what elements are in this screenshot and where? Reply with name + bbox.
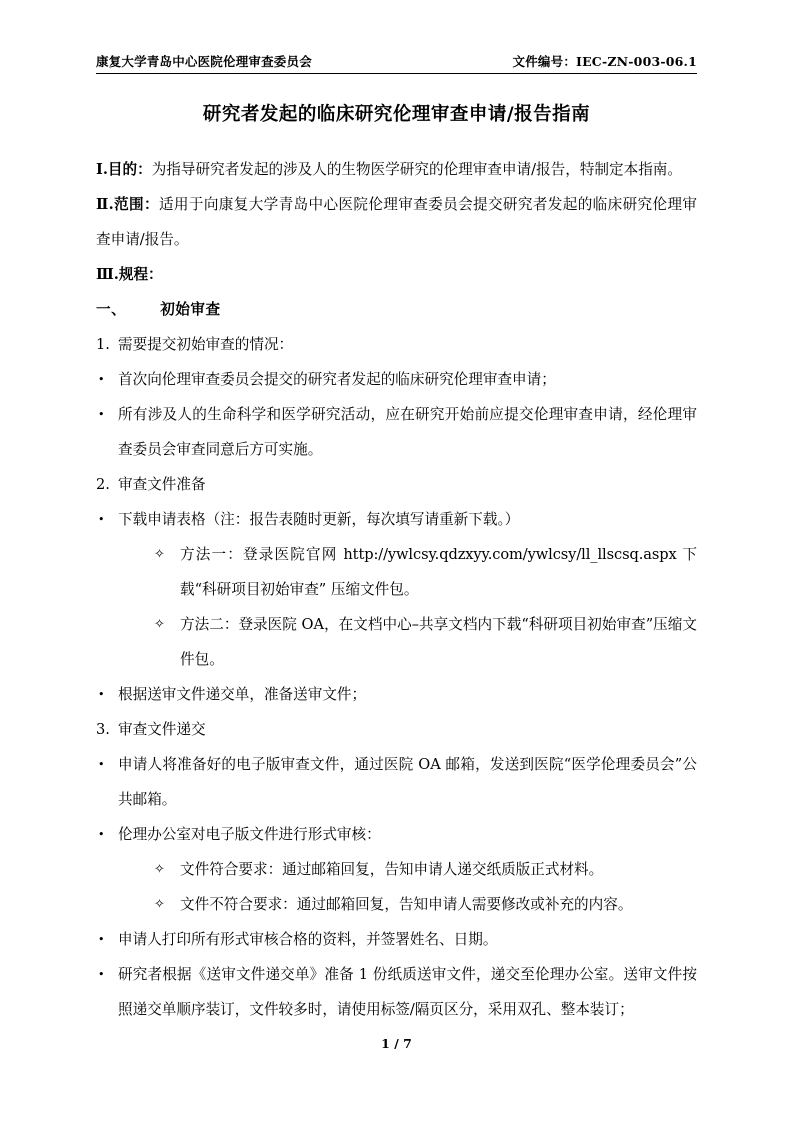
list-item <box>96 607 697 677</box>
list-text: 研究者根据《送审文件递交单》准备 1 份纸质送审文件，递交至伦理办公室。送审文件按照递交单顺序装订，文件较多时，请使用标签/隔页区分，采用双孔、整本装订； <box>118 966 697 1018</box>
list-item <box>96 677 697 712</box>
list-item <box>96 397 697 467</box>
section-scope-label: Ⅱ.范围： <box>96 196 159 213</box>
list-text: 审查文件递交 <box>118 721 206 738</box>
list-text: 申请人打印所有形式审核合格的资料，并签署姓名、日期。 <box>118 931 498 948</box>
list-item <box>96 502 697 537</box>
bullet-icon: • <box>98 688 105 701</box>
list-text: 伦理办公室对电子版文件进行形式审核： <box>118 826 381 843</box>
document-body <box>96 152 697 1027</box>
list-text: 下载申请表格（注：报告表随时更新，每次填写请重新下载。） <box>118 511 520 528</box>
list-text: 审查文件准备 <box>118 476 206 493</box>
bullet-icon: • <box>98 408 105 421</box>
list-text: 方法二：登录医院 OA，在文档中心–共享文档内下载“科研项目初始审查”压缩文件包。 <box>180 616 697 668</box>
chapter-heading <box>96 292 697 327</box>
diamond-bullet-icon: ✧ <box>154 547 165 562</box>
list-text: 需要提交初始审查的情况： <box>118 336 294 353</box>
page-title: 研究者发起的临床研究伦理审查申请/报告指南 <box>202 104 591 125</box>
list-text: 申请人将准备好的电子版审查文件，通过医院 OA 邮箱，发送到医院“医学伦理委员会”公共邮箱。 <box>118 756 697 808</box>
hospital-website-url[interactable]: http://ywlcsy.qdzxyy.com/ywlcsy/ll_llscsq.aspx <box>343 546 677 563</box>
header-organization: 康复大学青岛中心医院伦理审查委员会 <box>96 54 312 69</box>
page-number: 1 / 7 <box>381 1036 412 1051</box>
bullet-icon: • <box>98 758 105 771</box>
section-purpose-label: Ⅰ.目的： <box>96 161 152 178</box>
document-header <box>96 52 697 74</box>
list-item <box>96 852 697 887</box>
section-purpose <box>96 152 697 187</box>
method-one-suffix: 下载“科研项目初始审查” 压缩文件包。 <box>180 546 698 598</box>
list-text: 文件符合要求：通过邮箱回复，告知申请人递交纸质版正式材料。 <box>180 861 604 878</box>
chapter-name: 初始审查 <box>160 301 221 318</box>
bullet-icon: • <box>98 968 105 981</box>
list-item <box>96 327 697 362</box>
list-item <box>96 537 697 607</box>
list-item <box>96 922 697 957</box>
list-item <box>96 817 697 852</box>
section-purpose-text: 为指导研究者发起的涉及人的生物医学研究的伦理审查申请/报告，特制定本指南。 <box>151 161 682 178</box>
method-one-prefix: 方法一：登录医院官网 <box>180 546 344 563</box>
section-procedure-label: Ⅲ.规程： <box>96 266 163 283</box>
list-item <box>96 957 697 1027</box>
list-marker: 1. <box>96 336 110 353</box>
chapter-number: 一、 <box>96 301 127 318</box>
list-item <box>96 712 697 747</box>
section-scope-text: 适用于向康复大学青岛中心医院伦理审查委员会提交研究者发起的临床研究伦理审查申请/报告。 <box>96 196 697 248</box>
list-text: 所有涉及人的生命科学和医学研究活动，应在研究开始前应提交伦理审查申请，经伦理审查委员会审查同意后方可实施。 <box>118 406 697 458</box>
bullet-icon: • <box>98 828 105 841</box>
header-document-number: 文件编号：IEC-ZN-003-06.1 <box>512 54 697 69</box>
list-marker: 3. <box>96 721 110 738</box>
bullet-icon: • <box>98 373 105 386</box>
bullet-icon: • <box>98 513 105 526</box>
diamond-bullet-icon: ✧ <box>154 862 165 877</box>
list-item <box>96 747 697 817</box>
list-item <box>96 362 697 397</box>
list-marker: 2. <box>96 476 110 493</box>
diamond-bullet-icon: ✧ <box>154 897 165 912</box>
bullet-icon: • <box>98 933 105 946</box>
list-item <box>96 467 697 502</box>
section-scope <box>96 187 697 257</box>
list-item <box>96 887 697 922</box>
list-text: 首次向伦理审查委员会提交的研究者发起的临床研究伦理审查申请； <box>118 371 556 388</box>
section-procedure <box>96 257 697 292</box>
list-text: 根据送审文件递交单，准备送审文件； <box>118 686 367 703</box>
diamond-bullet-icon: ✧ <box>154 617 165 632</box>
list-text: 文件不符合要求：通过邮箱回复，告知申请人需要修改或补充的内容。 <box>180 896 633 913</box>
list-text <box>180 537 697 607</box>
